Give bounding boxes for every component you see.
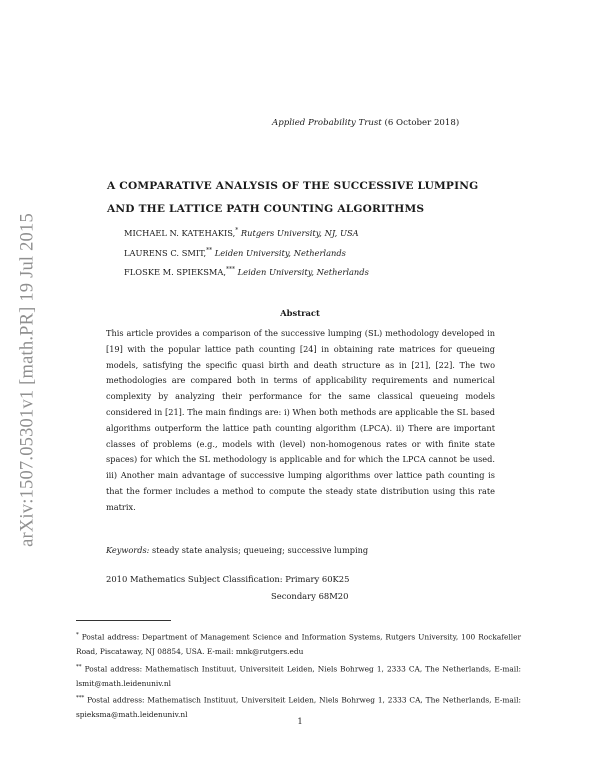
footnote-text: Postal address: Mathematisch Instituut, Universiteit Leiden, Niels Bohrweg 1, 2333 CA, The Netherlands, E-mail: spieksma@math.leidenuniv.nl [76, 695, 521, 720]
header-date: (6 October 2018) [384, 118, 460, 128]
author-footnote-mark: ** [206, 246, 213, 254]
keywords-label: Keywords: [106, 545, 150, 555]
footnote-mark: *** [76, 695, 85, 702]
footnote [76, 660, 521, 692]
journal-name: Applied Probability Trust [272, 118, 382, 128]
author-name: MICHAEL N. KATEHAKIS, [124, 227, 236, 238]
footnote [76, 628, 521, 660]
author-affiliation: Leiden University, Netherlands [237, 266, 369, 277]
abstract-body: This article provides a comparison of the successive lumping (SL) methodology developed in [19] with the popular lattice path counting [24] in obtaining rate matrices for queueing models, satisfying the specific quasi birth and death structure as in [21], [22]. The two methodologies are compared both in terms of applicability requirements and numerical complexity by analyzing their performance for the same classical queueing models considered in [21]. The main findings are: i) When both methods are applicable the SL based algorithms outperform the lattice path counting algorithm (LPCA). ii) There are important classes of problems (e.g., models with (level) non-homogenous rates or with finite state spaces) for which the SL methodology is applicable and for which the LPCA cannot be used. iii) Another main advantage of successive lumping algorithms over lattice path counting is that the former includes a method to compute the steady state distribution using this rate matrix. [106, 328, 495, 512]
author-footnote-mark: *** [226, 266, 236, 273]
author-list [124, 221, 369, 280]
abstract-heading: Abstract [280, 308, 320, 318]
author-name: FLOSKE M. SPIEKSMA, [124, 266, 227, 277]
footnotes [76, 628, 521, 723]
keywords-text: steady state analysis; queueing; successive lumping [152, 545, 369, 555]
running-header [272, 118, 459, 128]
arxiv-identifier-stamp [8, 180, 48, 580]
footnote-mark: * [76, 632, 79, 638]
arxiv-identifier-text: arXiv:1507.05301v1 [math.PR] 19 Jul 2015 [17, 213, 38, 547]
msc-primary: 2010 Mathematics Subject Classification: Primary 60K25 [106, 574, 350, 584]
author-affiliation: Leiden University, Netherlands [214, 247, 346, 258]
page-number: 1 [297, 716, 303, 726]
author-entry [124, 221, 369, 241]
author-entry [124, 241, 369, 261]
author-affiliation: Rutgers University, NJ, USA [240, 227, 359, 238]
keywords-line [106, 545, 368, 555]
msc-classification [106, 571, 349, 605]
paper-title: A COMPARATIVE ANALYSIS OF THE SUCCESSIVE LUMPING AND THE LATTICE PATH COUNTING ALGORITHMS [107, 180, 479, 215]
footnote-text: Postal address: Department of Management Science and Information Systems, Rutgers University, 100 Rockafeller Road, Piscataway, NJ 08854, USA. E-mail: mnk@rutgers.edu [76, 632, 521, 657]
footnote-divider [76, 620, 171, 621]
author-footnote-mark: * [235, 227, 239, 234]
author-entry [124, 260, 369, 280]
author-name: LAURENS C. SMIT, [124, 247, 207, 258]
footnote-mark: ** [76, 663, 82, 670]
footnote-text: Postal address: Mathematisch Instituut, Universiteit Leiden, Niels Bohrweg 1, 2333 CA, The Netherlands, E-mail: lsmit@math.leidenuniv.nl [76, 664, 521, 688]
msc-secondary: Secondary 68M20 [271, 591, 349, 601]
